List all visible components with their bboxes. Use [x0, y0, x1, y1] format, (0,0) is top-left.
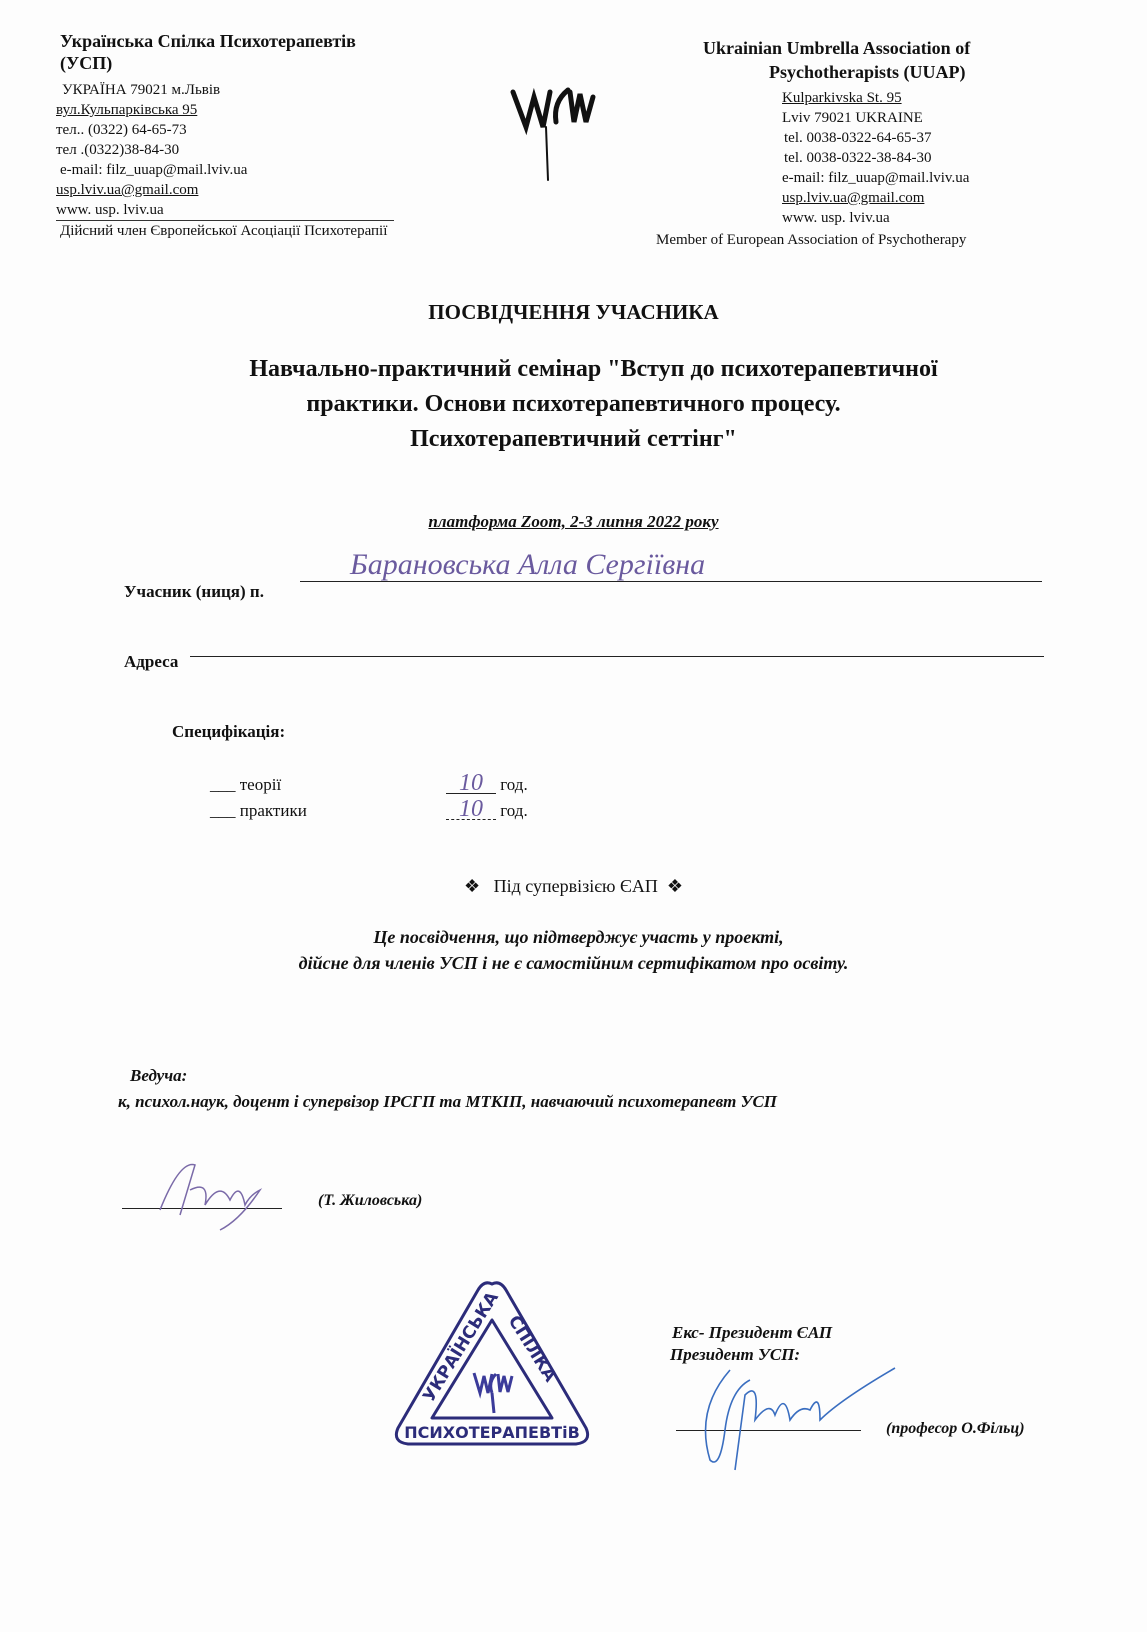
address-label: Адреса: [124, 652, 179, 671]
theory-hours-handwritten: 10: [446, 773, 496, 794]
president-name: (професор О.Фільц): [886, 1420, 1025, 1437]
left-org-name: [60, 30, 356, 74]
hours-unit: год.: [500, 775, 528, 794]
organization-stamp: [392, 1278, 592, 1458]
spec-theory-label: теорії: [239, 775, 282, 794]
note-line: дійсне для членів УСП і не є самостійним сертифікатом про освіту.: [298, 953, 849, 973]
right-org-name: [703, 36, 970, 84]
right-phone-2: tel. 0038-0322-38-84-30: [784, 150, 932, 166]
participant-name-handwritten: Барановська Алла Сергіївна: [350, 548, 706, 581]
spec-theory-row: ___ теорії: [210, 775, 282, 794]
seminar-line: Психотерапевтичний сеттінг": [410, 426, 737, 452]
president-label: Президент УСП:: [670, 1345, 801, 1364]
left-phone-2: тел .(0322)38-84-30: [56, 142, 180, 158]
participant-label: Учасник (ниця) п.: [124, 582, 264, 601]
spec-practice-row: ___ практики: [210, 801, 307, 820]
diamond-bullet-icon: ❖: [666, 876, 683, 896]
validity-note: [0, 924, 1147, 976]
seminar-line: практики. Основи психотерапевтичного процесу.: [306, 391, 841, 417]
note-line: Це посвідчення, що підтверджує участь у проекті,: [373, 927, 784, 947]
spec-practice-label: практики: [239, 801, 307, 820]
stamp-text-bottom: ПСИХОТЕРАПЕВТіВ: [404, 1423, 580, 1442]
specification-label: Специфікація:: [172, 722, 286, 741]
host-title: к, психол.наук, доцент і супервізор ІРСГП та МТКІП, навчаючий психотерапевт УСП: [118, 1092, 778, 1111]
diamond-bullet-icon: ❖: [464, 876, 481, 896]
right-org-name-line: Ukrainian Umbrella Association of: [703, 38, 971, 58]
right-email-1[interactable]: e-mail: filz_uuap@mail.lviv.ua: [782, 170, 970, 186]
right-website[interactable]: www. usp. lviv.ua: [782, 210, 890, 226]
document-title: ПОСВІДЧЕННЯ УЧАСНИКА: [428, 300, 719, 324]
right-address-street: Kulparkivska St. 95: [782, 90, 902, 106]
platform-date: платформа Zoom, 2-3 липня 2022 року: [428, 512, 719, 531]
usp-logo-icon: [508, 72, 598, 184]
left-org-name-line: Українська Спілка Психотерапевтів: [60, 31, 356, 51]
left-address-city: УКРАЇНА 79021 м.Львів: [62, 82, 221, 98]
stamp-text-top-left: УКРАЇНСЬКА: [419, 1288, 503, 1406]
left-contact-block: [56, 80, 394, 241]
supervision-text: Під супервізією ЄАП: [493, 876, 658, 896]
hours-unit: год.: [500, 801, 528, 820]
president-signature-icon: [690, 1350, 910, 1480]
left-membership: Дійсний член Європейської Асоціації Психотерапії: [60, 223, 388, 239]
seminar-title: [0, 352, 1147, 457]
practice-hours-handwritten: 10: [446, 799, 496, 820]
stamp-text-top-right: СПІЛКА: [503, 1312, 561, 1386]
host-name: (Т. Жиловська): [318, 1192, 423, 1209]
host-label: Ведуча:: [130, 1066, 188, 1085]
right-org-abbr: Psychotherapists (UUAP): [769, 62, 966, 82]
right-contact-block: [782, 88, 969, 228]
right-address-city: Lviv 79021 UKRAINE: [782, 110, 923, 126]
right-phone-1: tel. 0038-0322-64-65-37: [784, 130, 932, 146]
left-phone-1: тел.. (0322) 64-65-73: [56, 122, 187, 138]
left-email-1[interactable]: e-mail: filz_uuap@mail.lviv.ua: [60, 162, 248, 178]
left-address-street: вул.Кульпарківська 95: [56, 102, 198, 118]
host-signature-icon: [150, 1150, 270, 1240]
seminar-line: Навчально-практичний семінар "Вступ до психотерапевтичної: [249, 356, 938, 382]
supervision-line: [0, 876, 1147, 897]
address-line: [190, 656, 1044, 657]
right-membership: Member of European Association of Psychotherapy: [656, 232, 967, 248]
spec-theory-hours-row: [446, 772, 528, 798]
left-org-abbr: (УСП): [60, 53, 113, 73]
right-email-2[interactable]: usp.lviv.ua@gmail.com: [782, 190, 925, 206]
spec-practice-hours-row: [446, 798, 528, 824]
ex-president-label: Екс- Президент ЄАП: [672, 1323, 833, 1342]
left-email-2[interactable]: usp.lviv.ua@gmail.com: [56, 182, 199, 198]
left-website[interactable]: www. usp. lviv.ua: [56, 200, 394, 221]
